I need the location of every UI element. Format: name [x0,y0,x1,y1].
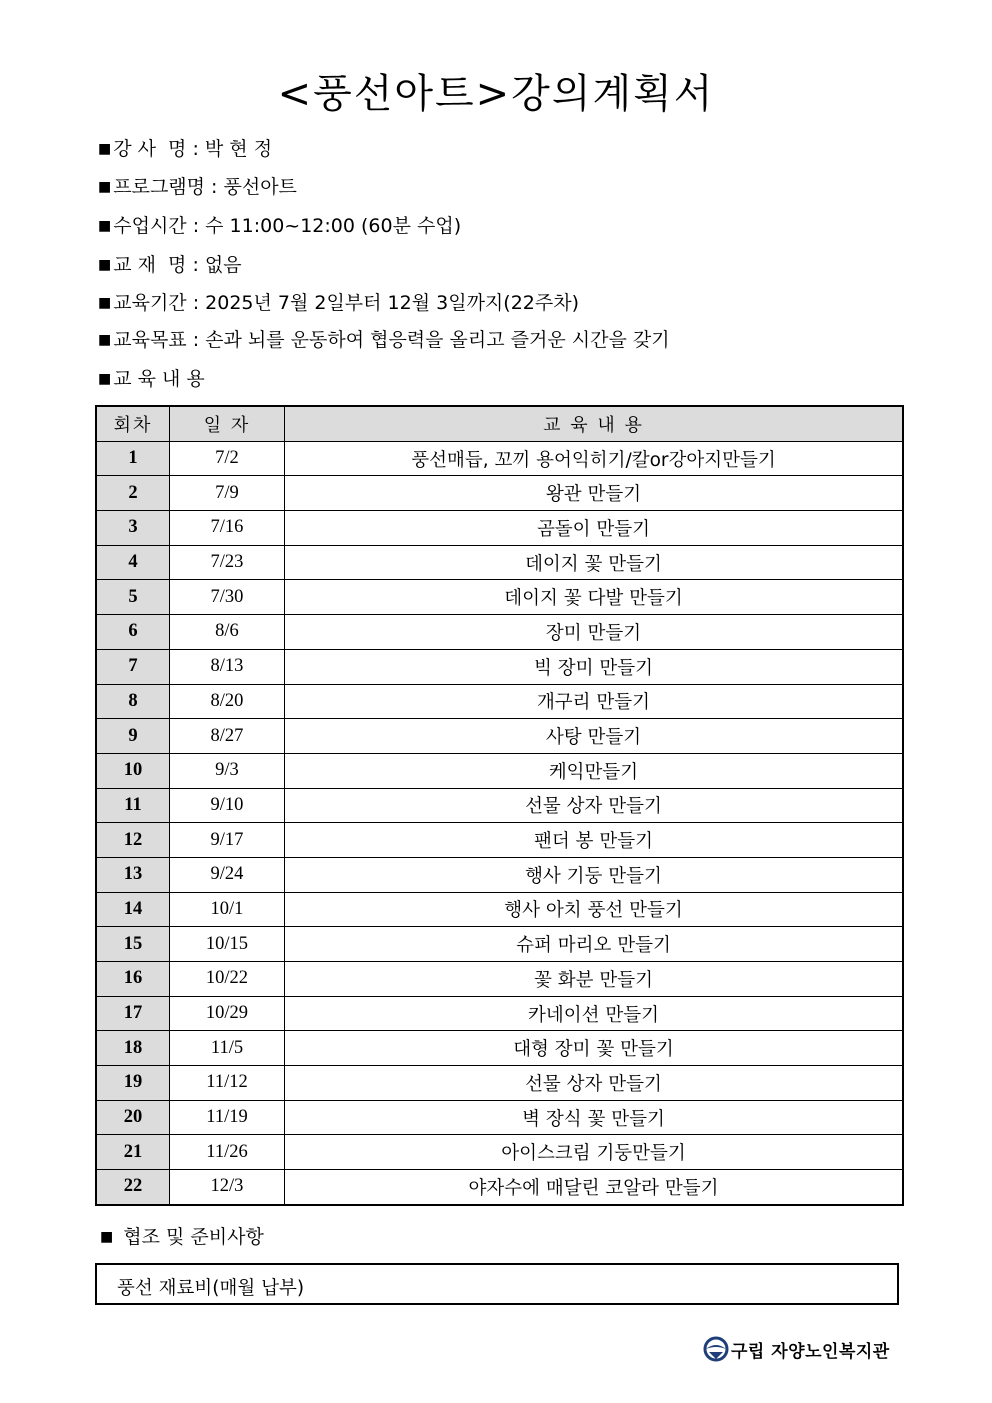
session-date: 8/13 [170,649,285,684]
session-number: 19 [96,1066,170,1101]
square-bullet-icon: ■ [98,371,112,387]
info-value: 2025년 7월 2일부터 12월 3일까지(22주차) [205,292,579,314]
info-line [98,211,461,238]
info-separator: : [186,215,206,237]
session-content: 팬더 봉 만들기 [285,823,904,858]
table-header-row [96,406,903,441]
info-line [98,288,579,315]
session-date: 8/20 [170,684,285,719]
info-line [98,250,242,277]
square-bullet-icon: ■ [98,141,112,157]
info-separator: : [205,176,224,198]
session-content: 선물 상자 만들기 [285,1066,904,1101]
session-content: 장미 만들기 [285,615,904,650]
session-number: 3 [96,511,170,546]
session-number: 17 [96,996,170,1031]
session-content: 빅 장미 만들기 [285,649,904,684]
session-number: 7 [96,649,170,684]
session-content: 선물 상자 만들기 [285,788,904,823]
session-date: 9/17 [170,823,285,858]
info-line [98,172,297,199]
session-number: 2 [96,476,170,511]
session-date: 11/19 [170,1100,285,1135]
table-row [96,1066,903,1101]
info-label: 교 재 명 [113,254,187,276]
session-content: 행사 기둥 만들기 [285,857,904,892]
schedule-table [95,405,904,1206]
session-date: 11/5 [170,1031,285,1066]
session-date: 7/23 [170,545,285,580]
session-content: 아이스크림 기둥만들기 [285,1135,904,1170]
session-content: 카네이션 만들기 [285,996,904,1031]
header-content: 교 육 내 용 [285,406,904,441]
session-number: 11 [96,788,170,823]
table-row [96,1100,903,1135]
table-row [96,476,903,511]
session-content: 사탕 만들기 [285,719,904,754]
info-separator: : [186,138,205,160]
info-separator: : [186,329,206,351]
session-date: 12/3 [170,1170,285,1205]
table-row [96,649,903,684]
square-bullet-icon: ■ [98,257,112,273]
info-value: 손과 뇌를 운동하여 협응력을 올리고 즐거운 시간을 갖기 [205,329,670,351]
session-date: 10/1 [170,892,285,927]
table-row [96,615,903,650]
session-content: 행사 아치 풍선 만들기 [285,892,904,927]
table-row [96,823,903,858]
table-row [96,892,903,927]
info-line [98,325,670,352]
square-bullet-icon: ■ [100,1229,114,1245]
session-date: 10/22 [170,962,285,997]
table-row [96,545,903,580]
session-number: 13 [96,857,170,892]
session-number: 16 [96,962,170,997]
session-number: 5 [96,580,170,615]
square-bullet-icon: ■ [98,179,112,195]
session-date: 11/12 [170,1066,285,1101]
table-row [96,580,903,615]
session-number: 20 [96,1100,170,1135]
table-row [96,684,903,719]
session-date: 10/29 [170,996,285,1031]
info-label: 교육기간 [113,292,187,314]
session-content: 대형 장미 꽃 만들기 [285,1031,904,1066]
session-content: 슈퍼 마리오 만들기 [285,927,904,962]
table-row [96,927,903,962]
info-value: 수 11:00~12:00 (60분 수업) [205,215,462,237]
session-number: 4 [96,545,170,580]
table-row [96,441,903,476]
session-number: 15 [96,927,170,962]
info-label: 수업시간 [113,215,187,237]
session-date: 10/15 [170,927,285,962]
session-number: 10 [96,753,170,788]
table-row [96,1135,903,1170]
session-content: 꽃 화분 만들기 [285,962,904,997]
session-content: 곰돌이 만들기 [285,511,904,546]
org-logo [703,1336,890,1362]
info-label: 교 육 내 용 [113,368,205,390]
info-value: 박 현 정 [204,138,273,160]
session-number: 12 [96,823,170,858]
session-content: 데이지 꽃 만들기 [285,545,904,580]
table-row [96,1031,903,1066]
session-content: 야자수에 매달린 코알라 만들기 [285,1170,904,1205]
session-content: 벽 장식 꽃 만들기 [285,1100,904,1135]
session-date: 7/30 [170,580,285,615]
session-number: 8 [96,684,170,719]
square-bullet-icon: ■ [98,218,112,234]
session-date: 7/9 [170,476,285,511]
session-date: 11/26 [170,1135,285,1170]
session-number: 1 [96,441,170,476]
session-number: 14 [96,892,170,927]
table-row [96,753,903,788]
header-date: 일 자 [170,406,285,441]
session-content: 풍선매듭, 꼬끼 용어익히기/칼or강아지만들기 [285,441,904,476]
table-row [96,962,903,997]
info-label: 강 사 명 [113,138,187,160]
session-date: 9/24 [170,857,285,892]
table-row [96,996,903,1031]
session-number: 9 [96,719,170,754]
table-row [96,788,903,823]
session-number: 22 [96,1170,170,1205]
table-row [96,857,903,892]
square-bullet-icon: ■ [98,332,112,348]
table-row [96,719,903,754]
square-bullet-icon: ■ [98,295,112,311]
info-separator: : [186,292,206,314]
session-number: 6 [96,615,170,650]
session-number: 18 [96,1031,170,1066]
info-value: 풍선아트 [223,176,297,198]
info-label: 교육목표 [113,329,187,351]
session-content: 케익만들기 [285,753,904,788]
session-date: 7/16 [170,511,285,546]
session-date: 8/27 [170,719,285,754]
session-date: 7/2 [170,441,285,476]
session-content: 왕관 만들기 [285,476,904,511]
info-line [98,134,272,161]
session-content: 데이지 꽃 다발 만들기 [285,580,904,615]
prep-content: 풍선 재료비(매월 납부) [117,1278,305,1299]
header-session: 회차 [96,406,170,441]
session-date: 8/6 [170,615,285,650]
session-date: 9/3 [170,753,285,788]
table-row [96,1170,903,1205]
session-date: 9/10 [170,788,285,823]
org-name: 구립 자양노인복지관 [731,1341,890,1362]
session-content: 개구리 만들기 [285,684,904,719]
prep-box [95,1263,899,1305]
info-label: 프로그램명 [113,176,206,198]
info-value: 없음 [204,254,242,276]
info-separator: : [186,254,205,276]
prep-heading [100,1222,264,1249]
table-row [96,511,903,546]
prep-heading-text: 협조 및 준비사항 [123,1226,264,1248]
info-line [98,364,205,391]
page-title: <풍선아트>강의계획서 [277,71,715,117]
session-number: 21 [96,1135,170,1170]
org-logo-icon [703,1336,729,1362]
